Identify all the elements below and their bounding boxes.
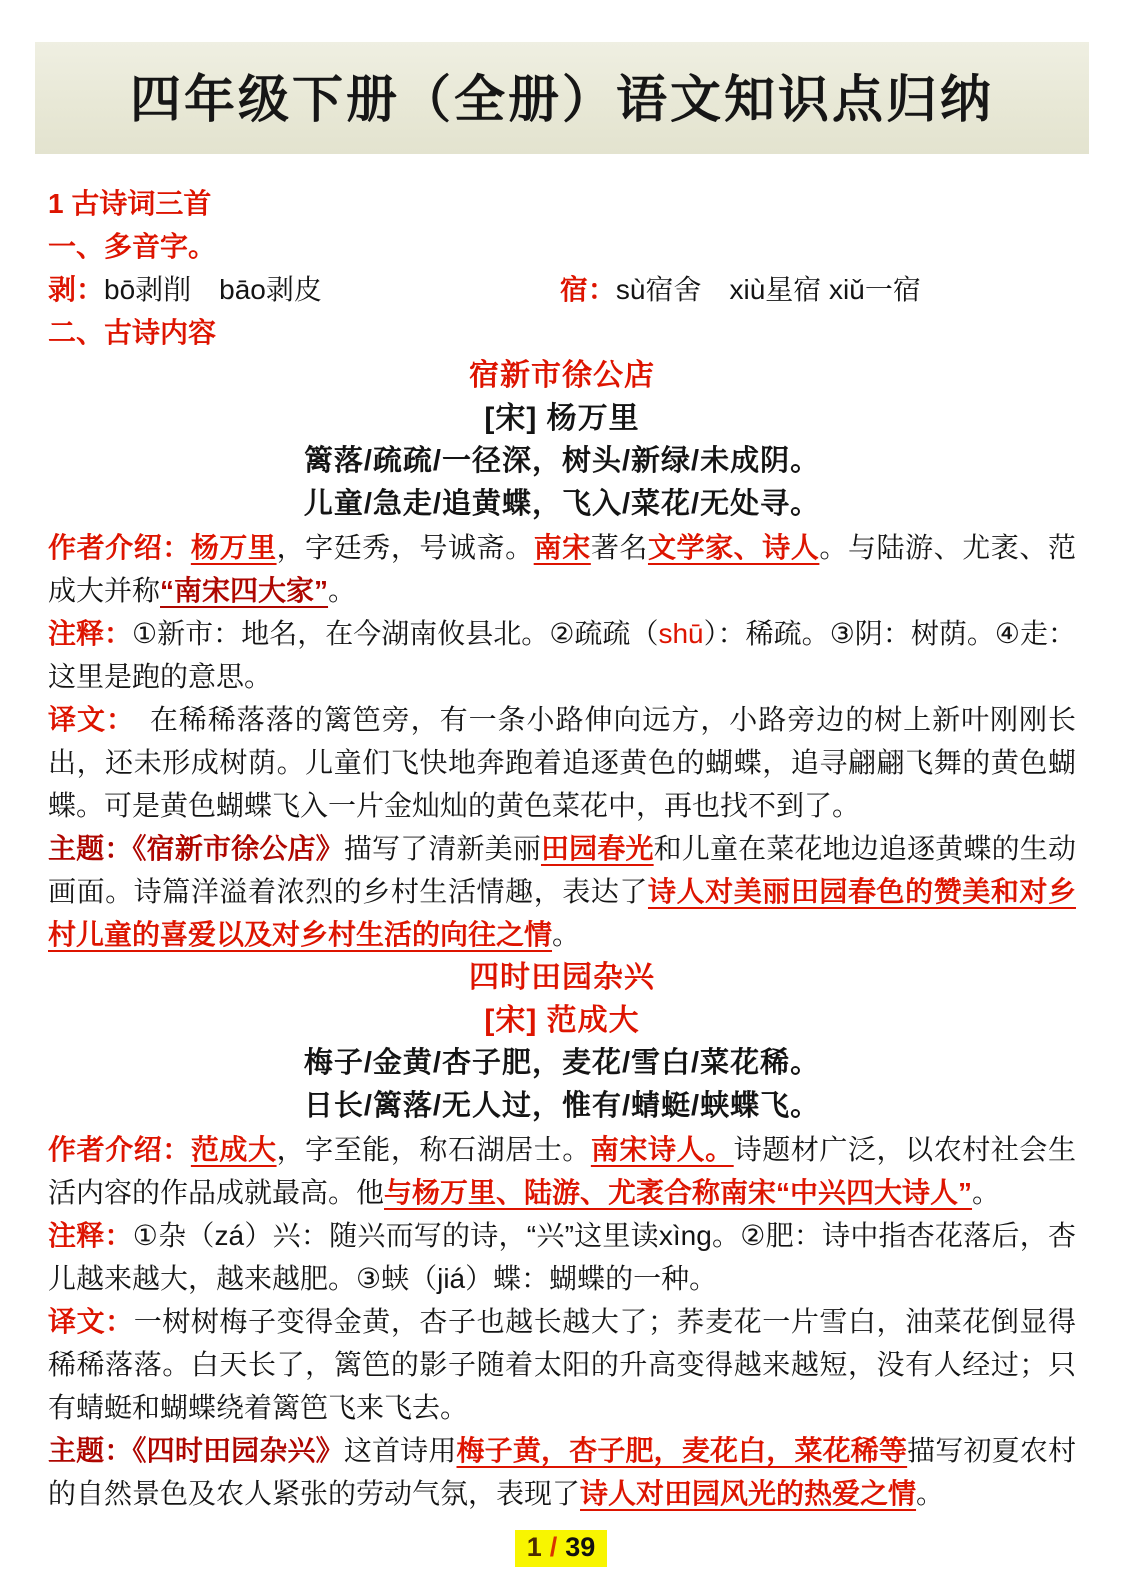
- theme-emphasis: 诗人对田园风光的热爱之情: [580, 1478, 917, 1509]
- poem2-title: 四时田园杂兴: [469, 961, 655, 994]
- polyphonic-line: [48, 268, 1076, 311]
- heading-content: 二、古诗内容: [48, 317, 217, 348]
- author-name-emphasis: 杨万里: [190, 532, 277, 563]
- poem1-author-intro: [48, 526, 1076, 612]
- poem1-translation: [48, 698, 1076, 827]
- polyphonic-char-bo: 剥：: [48, 274, 105, 305]
- dynasty-emphasis: 南宋: [533, 532, 591, 563]
- poem1-author: [宋] 杨万里: [484, 402, 640, 435]
- theme-text: 和儿童在菜花地边追逐黄蝶的生动画面。诗篇洋溢着浓烈的乡村生活情趣，表达了: [48, 833, 1076, 907]
- translation-text: 在稀稀落落的篱笆旁，有一条小路伸向远方，小路旁边的树上新叶刚刚长出，还未形成树荫。儿童们飞快地奔跑着追逐黄色的蝴蝶，追寻翩翩飞舞的黄色蝴蝶。可是黄色蝴蝶飞入一片金灿灿的黄色菜花中，再也找不到了。: [48, 704, 1076, 821]
- theme-emphasis: 诗人对美丽田园春色的赞美和对乡村儿童的喜爱以及对乡村生活的向往之情: [48, 876, 1076, 950]
- poem2-author: [宋] 范成大: [484, 1004, 640, 1037]
- poem2-translation: [48, 1300, 1076, 1429]
- poem2-verse-2: 日长/篱落/无人过，惟有/蜻蜓/蛱蝶飞。: [303, 1090, 821, 1122]
- theme-emphasis: 田园春光: [540, 833, 654, 864]
- group-name-emphasis: “南宋四大家”: [160, 575, 329, 606]
- poem1-notes: [48, 612, 1076, 698]
- poem1-verse-2: 儿童/急走/追黄蝶，飞入/菜花/无处寻。: [303, 488, 821, 520]
- intro-text: 。与陆游、尤袤、范成大并称: [48, 532, 1076, 606]
- intro-text: 。: [972, 1177, 1001, 1208]
- notes-label: 注释：: [48, 1220, 133, 1251]
- pinyin-emphasis: shū: [658, 618, 704, 649]
- poem2-theme: [48, 1429, 1076, 1515]
- intro-text: 著名: [590, 532, 648, 563]
- poem-title-reference: 《四时田园杂兴》: [132, 1435, 344, 1466]
- poem2-notes: [48, 1214, 1076, 1300]
- intro-text: 。: [328, 575, 357, 606]
- intro-text: 诗题材广泛，以农村社会生活内容的作品成就最高。他: [48, 1134, 1076, 1208]
- poem1-verse-1: 篱落/疏疏/一径深，树头/新绿/未成阴。: [303, 445, 821, 477]
- polyphonic-char-su: 宿：: [559, 274, 616, 305]
- page-number-total: 39: [565, 1532, 596, 1562]
- translation-label: 译文：: [48, 704, 121, 735]
- theme-text: 这首诗用: [343, 1435, 457, 1466]
- dynasty-emphasis: 南宋诗人。: [590, 1134, 734, 1165]
- author-intro-label: 作者介绍：: [48, 1134, 191, 1165]
- heading-lesson: 1 古诗词三首: [48, 188, 212, 219]
- group-name-emphasis: 与杨万里、陆游、尤袤合称南宋“中兴四大诗人”: [384, 1177, 973, 1208]
- notes-label: 注释：: [48, 618, 133, 649]
- theme-text: 描写初夏农村的自然景色及农人紧张的劳动气氛，表现了: [48, 1435, 1076, 1509]
- notes-text: ）：稀疏。③阴：树荫。④走：这里是跑的意思。: [48, 618, 1076, 692]
- heading-polyphonic: 一、多音字。: [48, 231, 217, 262]
- author-intro-label: 作者介绍：: [48, 532, 191, 563]
- theme-label: 主题：: [48, 1435, 133, 1466]
- polyphonic-readings-bo: bō剥削 bāo剥皮: [104, 274, 322, 305]
- page-number-badge: [515, 1530, 608, 1567]
- page-number-current: 1: [526, 1532, 542, 1562]
- document-body: [0, 154, 1122, 1515]
- intro-text: ，字廷秀，号诚斋。: [276, 532, 534, 563]
- theme-text: 。: [916, 1478, 945, 1509]
- theme-text: 描写了清新美丽: [343, 833, 541, 864]
- poem2-verse-1: 梅子/金黄/杏子肥，麦花/雪白/菜花稀。: [303, 1047, 821, 1079]
- theme-text: 。: [552, 919, 581, 950]
- poem1-theme: [48, 827, 1076, 956]
- polyphonic-readings-su: sù宿舍 xiù星宿 xiǔ一宿: [615, 274, 921, 305]
- poem2-author-intro: [48, 1128, 1076, 1214]
- notes-text: ①新市：地名，在今湖南攸县北。②疏疏（: [132, 618, 659, 649]
- notes-text: ①杂（zá）兴：随兴而写的诗，“兴”这里读xìng。②肥：诗中指杏花落后，杏儿越来越大，越来越肥。③蛱（jiá）蝶：蝴蝶的一种。: [48, 1220, 1076, 1294]
- translation-text: 一树树梅子变得金黄，杏子也越长越大了；荞麦花一片雪白，油菜花倒显得稀稀落落。白天长了，篱笆的影子随着太阳的升高变得越来越短，没有人经过；只有蜻蜓和蝴蝶绕着篱笆飞来飞去。: [48, 1306, 1076, 1423]
- role-emphasis: 文学家、诗人: [647, 532, 820, 563]
- translation-label: 译文：: [48, 1306, 134, 1337]
- theme-label: 主题：: [48, 833, 133, 864]
- page-footer: [0, 1530, 1122, 1567]
- page-title: 四年级下册（全册）语文知识点归纳: [129, 71, 994, 128]
- page-number-separator: /: [549, 1532, 558, 1562]
- poem1-title: 宿新市徐公店: [469, 359, 655, 392]
- poem-title-reference: 《宿新市徐公店》: [132, 833, 344, 864]
- theme-emphasis: 梅子黄，杏子肥，麦花白，菜花稀等: [456, 1435, 908, 1466]
- author-name-emphasis: 范成大: [190, 1134, 277, 1165]
- intro-text: ，字至能，称石湖居士。: [276, 1134, 591, 1165]
- page-title-banner: [35, 42, 1089, 154]
